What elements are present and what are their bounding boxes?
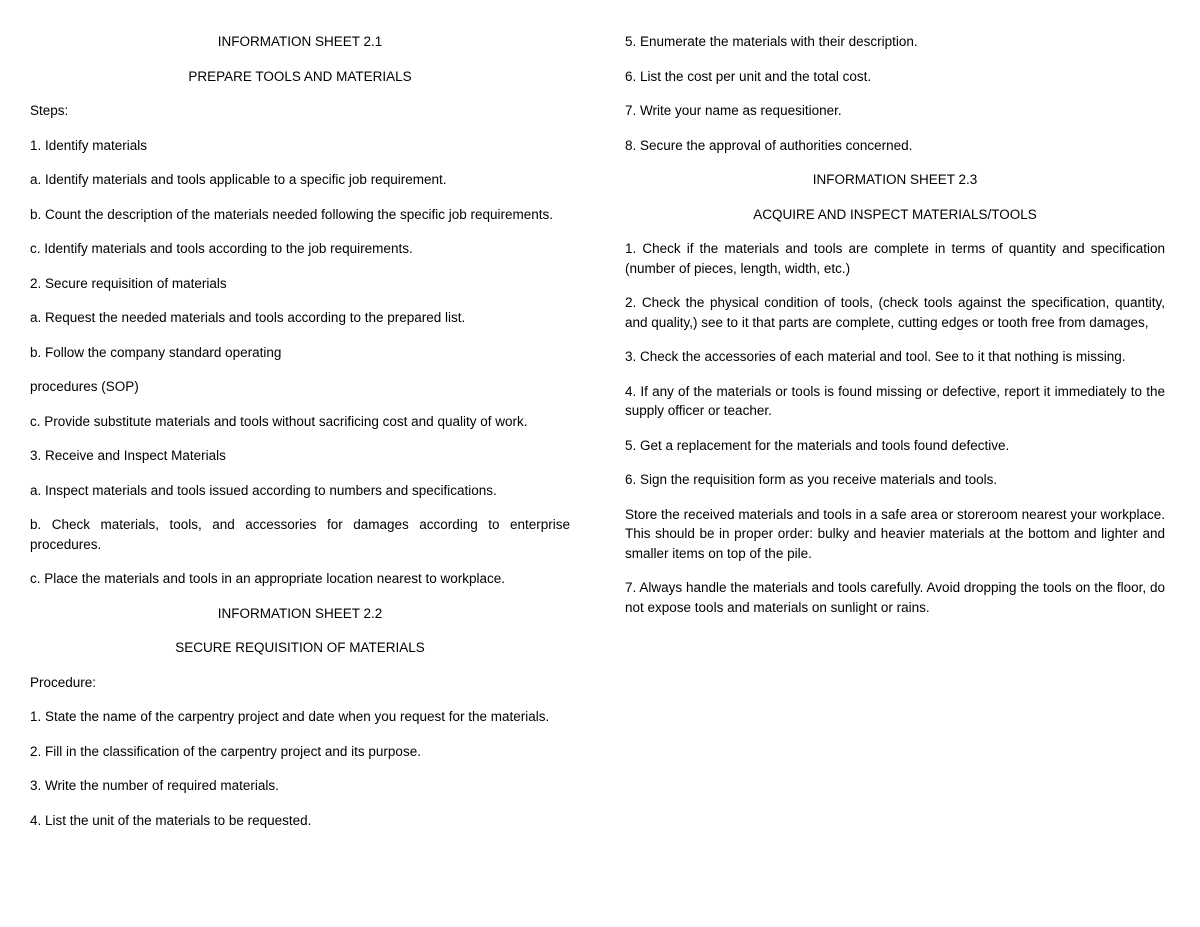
paragraph-c-place-the-materials-and-tools-in-an-ap: c. Place the materials and tools in an appropriate location nearest to workplace.	[30, 571, 506, 586]
section-heading-acquire-and-inspect-materials-tools: ACQUIRE AND INSPECT MATERIALS/TOOLS	[753, 206, 1037, 222]
paragraph-3-write-the-number-of-required-materials: 3. Write the number of required materials.	[30, 778, 279, 793]
paragraph-2-secure-requisition-of-materials: 2. Secure requisition of materials	[30, 275, 227, 291]
paragraph-8-secure-the-approval-of-authorities-con: 8. Secure the approval of authorities concerned.	[625, 137, 913, 153]
section-heading-prepare-tools-and-materials: PREPARE TOOLS AND MATERIALS	[188, 68, 412, 84]
paragraph-a-inspect-materials-and-tools-issued-acc: a. Inspect materials and tools issued according to numbers and specifications.	[30, 482, 497, 498]
paragraph-procedure: Procedure:	[30, 674, 97, 690]
paragraph-c-identify-materials-and-tools-according: c. Identify materials and tools according to the job requirements.	[30, 241, 413, 256]
paragraph-5-enumerate-the-materials-with-their-des: 5. Enumerate the materials with their description.	[625, 34, 918, 49]
section-heading-information-sheet-2-3: INFORMATION SHEET 2.3	[812, 172, 978, 187]
paragraph-5-get-a-replacement-for-the-materials-an: 5. Get a replacement for the materials and tools found defective.	[625, 437, 1010, 453]
paragraph-7-write-your-name-as-requesitioner: 7. Write your name as requesitioner.	[625, 103, 842, 118]
paragraph-2-check-the-physical-condition-of-tools-: 2. Check the physical condition of tools, (check tools against the specification, quantity, and quality,) see to it that parts are complete, cutting edges or tooth free from damages,	[625, 295, 1165, 330]
paragraph-b-follow-the-company-standard-operating: b. Follow the company standard operating	[30, 344, 282, 360]
section-heading-information-sheet-2-2: INFORMATION SHEET 2.2	[217, 605, 383, 621]
paragraph-1-state-the-name-of-the-carpentry-projec: 1. State the name of the carpentry project and date when you request for the materials.	[30, 709, 550, 724]
paragraph-1-identify-materials: 1. Identify materials	[30, 137, 148, 153]
paragraph-c-provide-substitute-materials-and-tools: c. Provide substitute materials and tools without sacrificing cost and quality of work.	[30, 413, 528, 429]
paragraph-steps: Steps:	[30, 103, 69, 118]
paragraph-2-fill-in-the-classification-of-the-carp: 2. Fill in the classification of the carpentry project and its purpose.	[30, 743, 421, 759]
paragraph-1-check-if-the-materials-and-tools-are-c: 1. Check if the materials and tools are complete in terms of quantity and specification (number of pieces, length, width, etc.)	[625, 241, 1165, 276]
paragraph-3-receive-and-inspect-materials: 3. Receive and Inspect Materials	[30, 448, 226, 463]
paragraph-b-check-materials-tools-and-accessories-: b. Check materials, tools, and accessories for damages according to enterprise procedures.	[30, 517, 570, 552]
left-column	[30, 32, 570, 845]
section-heading-information-sheet-2-1: INFORMATION SHEET 2.1	[217, 34, 383, 49]
paragraph-4-if-any-of-the-materials-or-tools-is-fo: 4. If any of the materials or tools is found missing or defective, report it immediately to the supply officer or teacher.	[625, 383, 1165, 418]
paragraph-a-request-the-needed-materials-and-tools: a. Request the needed materials and tools according to the prepared list.	[30, 310, 466, 325]
paragraph-3-check-the-accessories-of-each-material: 3. Check the accessories of each material and tool. See to it that nothing is missing.	[625, 349, 1126, 364]
right-column	[625, 32, 1165, 632]
section-heading-secure-requisition-of-materials: SECURE REQUISITION OF MATERIALS	[175, 640, 425, 655]
paragraph-procedures-sop: procedures (SOP)	[30, 379, 139, 394]
paragraph-6-sign-the-requisition-form-as-you-recei: 6. Sign the requisition form as you receive materials and tools.	[625, 472, 998, 487]
paragraph-7-always-handle-the-materials-and-tools-: 7. Always handle the materials and tools carefully. Avoid dropping the tools on the floor, do not expose tools and materials on sunlight or rains.	[625, 580, 1165, 615]
paragraph-6-list-the-cost-per-unit-and-the-total-c: 6. List the cost per unit and the total cost.	[625, 68, 872, 84]
paragraph-4-list-the-unit-of-the-materials-to-be-r: 4. List the unit of the materials to be requested.	[30, 812, 312, 828]
paragraph-b-count-the-description-of-the-materials: b. Count the description of the materials needed following the specific job requirements.	[30, 206, 554, 222]
paragraph-a-identify-materials-and-tools-applicabl: a. Identify materials and tools applicable to a specific job requirement.	[30, 172, 447, 187]
paragraph-store-the-received-materials-and-tools-i: Store the received materials and tools in a safe area or storeroom nearest your workplace. This should be in proper order: bulky and heavier materials at the bottom and lighter and smaller items on top of the pile.	[625, 506, 1165, 561]
